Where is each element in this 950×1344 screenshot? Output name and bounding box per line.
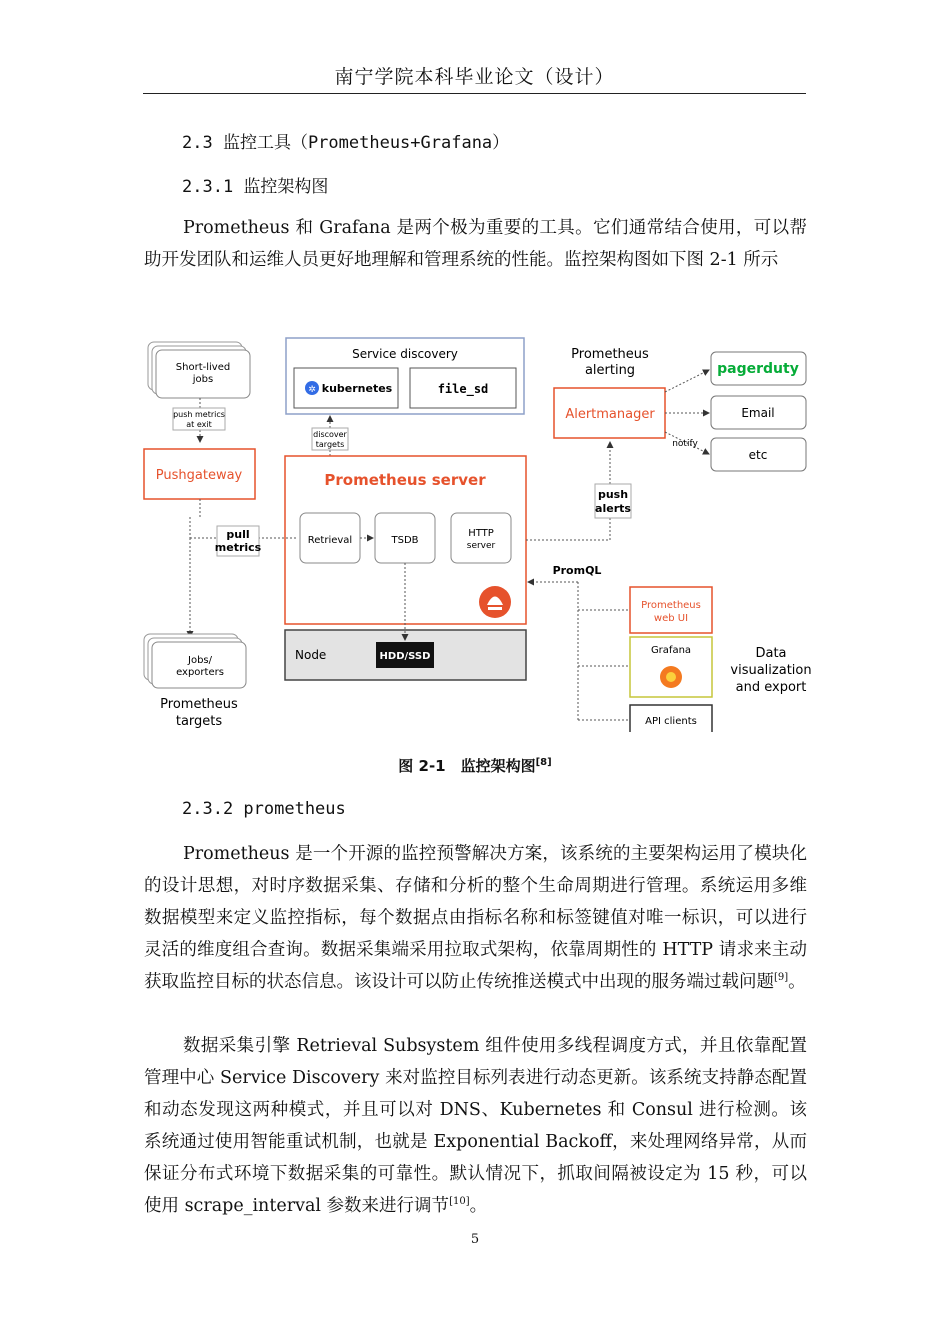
file-sd-label: file_sd [437, 382, 489, 396]
discover-targets-1: discover [313, 430, 347, 439]
http-label-2: server [466, 541, 496, 551]
prom-web-ui-2: web UI [653, 613, 689, 624]
grafana-label: Grafana [650, 645, 692, 656]
caption-ref: [8] [535, 757, 552, 768]
etc-label: etc [748, 448, 768, 462]
node-label: Node [295, 648, 327, 662]
push-alerts-2: alerts [595, 502, 631, 515]
push-metrics-exit-2: at exit [186, 420, 212, 429]
prom-targets-2: targets [175, 714, 223, 729]
jobs-label-1: Jobs/ [188, 655, 212, 666]
promql-label: PromQL [552, 564, 602, 577]
svg-text:✲: ✲ [308, 385, 316, 395]
pagerduty-label: pagerduty [717, 361, 799, 377]
data-viz-3: and export [735, 680, 807, 695]
prom-web-ui-1: Prometheus [641, 600, 701, 611]
data-viz-1: Data [755, 646, 787, 661]
architecture-diagram [140, 332, 820, 732]
short-lived-label-1: Short-lived [175, 362, 231, 373]
subsection-heading-1: 2.3.1 监控架构图 [182, 177, 329, 197]
notify-label: notify [672, 439, 698, 449]
push-alerts-1: push [597, 488, 629, 501]
push-metrics-exit-1: push metrics [173, 410, 225, 419]
subsection-heading-2: 2.3.2 prometheus [182, 799, 346, 819]
http-label-1: HTTP [468, 528, 494, 539]
page-number: 5 [470, 1232, 480, 1247]
ref-10: [10] [449, 1196, 470, 1208]
data-viz-2: visualization [730, 663, 812, 678]
email-label: Email [741, 406, 775, 420]
intro-paragraph: Prometheus 和 Grafana 是两个极为重要的工具。它们通常结合使用，可以帮助开发团队和运维人员更好地理解和管理系统的性能。监控架构图如下图 2-1 所示 [144, 218, 807, 270]
prom-targets-1: Prometheus [160, 697, 238, 712]
figure-caption: 图 2-1 监控架构图[8] [398, 757, 552, 775]
tsdb-label: TSDB [391, 535, 419, 546]
prometheus-server-label: Prometheus server [324, 471, 486, 489]
retrieval-label: Retrieval [307, 535, 353, 546]
section-heading: 2.3 监控工具（Prometheus+Grafana） [182, 133, 510, 153]
api-clients-label: API clients [645, 716, 697, 727]
running-header: 南宁学院本科毕业论文（设计） [334, 66, 615, 88]
pushgateway-label: Pushgateway [155, 468, 243, 483]
ref-9: [9] [774, 972, 789, 984]
header-rule [143, 93, 806, 94]
short-lived-label-2: jobs [192, 374, 214, 385]
pull-metrics-1: pull [226, 528, 250, 541]
service-discovery-label: Service discovery [352, 347, 458, 361]
hdd-label: HDD/SSD [379, 651, 431, 662]
alertmanager-label: Alertmanager [565, 407, 655, 422]
paragraph-1: Prometheus 是一个开源的监控预警解决方案，该系统的主要架构运用了模块化的设计思想，对时序数据采集、存储和分析的整个生命周期进行管理。系统运用多维数据模型来定义监控指标，每个数据点由指标名称和标签键值对唯一标识，可以进行灵活的维度组合查询。数据采集端采用拉取式架构，依靠周期性的 HTTP 请求来主动获取监控目标的状态信息。该设计可以防止传统推送模式中出现的服务端过载问题[9]。 [144, 844, 807, 992]
jobs-label-2: exporters [176, 667, 224, 678]
short-lived-jobs-box [148, 342, 250, 398]
paragraph-2: 数据采集引擎 Retrieval Subsystem 组件使用多线程调度方式，并且依靠配置管理中心 Service Discovery 来对监控目标列表进行动态更新。该系统支持静态配置和动态发现这两种模式，并且可以对 DNS、Kubernetes 和 Consul 进行检测。该系统通过使用智能重试机制，也就是 Exponential Backoff，来处理网络异常，从而保证分布式环境下数据采集的可靠性。默认情况下，抓取间隔被设定为 15 秒，可以使用 scrape_interval 参数来进行调节[10]。 [144, 1036, 807, 1216]
prom-alerting-2: alerting [584, 363, 636, 378]
jobs-exporters-box [144, 634, 246, 688]
kubernetes-label: kubernetes [321, 382, 393, 395]
pull-metrics-2: metrics [214, 541, 262, 554]
prom-alerting-1: Prometheus [571, 347, 649, 362]
discover-targets-2: targets [315, 440, 345, 449]
